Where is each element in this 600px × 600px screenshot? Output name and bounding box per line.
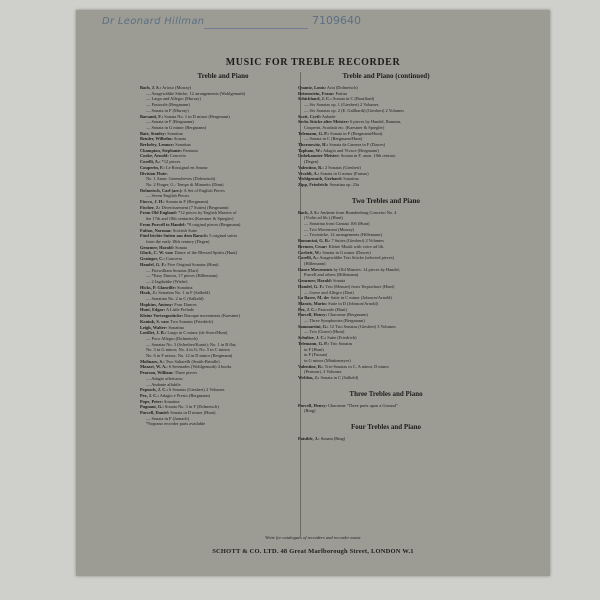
composer-name: La Barre, M. de:	[298, 295, 330, 301]
composer-name: Bach, J. S.:	[140, 85, 162, 90]
composer-name: Unbekannter Meister:	[298, 153, 340, 159]
work-title: Pastorale (Hunt)	[318, 306, 347, 312]
work-title: — Three Symphonies (Bergmann)	[304, 318, 365, 324]
composer-name: Zipp, Friedrich:	[298, 181, 329, 187]
work-title: Adagio and Vivace (Bergmann)	[322, 147, 379, 153]
work-title: Suite in D (Johnson/Arnold)	[328, 300, 379, 306]
work-title: Partita	[335, 90, 347, 96]
work-title: Sonata da Camera in F (Dawes)	[329, 142, 386, 148]
composer-name: Konink, S. van:	[140, 318, 170, 324]
work-title: No. 2 Finger, G.: Tempo di Minuetto (Dinn)	[146, 181, 224, 187]
work-title: — Fitzwilliam Sonatas (Dart)	[146, 267, 199, 273]
work-title: from the early 18th century (Degen)	[146, 238, 210, 244]
work-title: 6 Serenades (Wohlgemuth) 4 books	[168, 364, 232, 370]
catalogue-section	[298, 423, 474, 442]
work-title: Trio-Sonatas in C, A minor, D minor	[324, 363, 389, 369]
composer-name: Fulton, Norman:	[140, 227, 172, 233]
section-heading: Treble and Piano	[197, 72, 249, 80]
composer-name: Sechs Stücke alter Meister:	[298, 119, 350, 125]
work-title: Trio Sonatas	[330, 340, 353, 346]
composer-name: From Purcell to Handel:	[140, 221, 186, 227]
work-title: Three pieces	[174, 370, 198, 376]
work-title: 6 Sonatas (Giesbert) 2 Volumes	[169, 387, 225, 393]
work-title: Aubade	[321, 113, 336, 119]
work-title: Concerto	[169, 153, 187, 159]
work-title: — Poco Allegro (Dolmetsch)	[146, 335, 198, 341]
catalogue-section	[298, 390, 474, 414]
work-title: (Ring)	[304, 408, 316, 414]
composer-name: Pez, J. C.:	[298, 306, 317, 312]
work-title: Fantasia	[183, 147, 198, 153]
work-title: in F (Hunt)	[304, 346, 324, 352]
composer-name: Quantz, Louis:	[298, 85, 327, 90]
right-section-list	[298, 72, 474, 442]
composer-name: Cooke, Arnold:	[140, 153, 169, 159]
work-title: Dance of the Blessed Spirits (Hunt)	[174, 250, 238, 256]
work-title: Chaconne (Bergmann)	[328, 312, 368, 318]
work-title: — Andante affabile	[146, 381, 181, 387]
work-title: (Violin ad lib.) (Hunt)	[304, 215, 343, 221]
work-title: — Sonata in C (Bergmann/Hunt)	[304, 136, 363, 142]
work-title: Suite (Friedrich)	[327, 335, 357, 341]
work-title: Purcell and others (Hillemann)	[304, 272, 359, 278]
composer-name: Pez, J. C.:	[140, 392, 159, 398]
work-title: Sonata No. 3 in F (Dolmetsch)	[164, 404, 219, 410]
work-title: Trio (Menuet) from Terpsichore (Hunt)	[325, 283, 395, 289]
catalogue-entry	[298, 436, 474, 442]
work-title: Couperin, Scarlatti etc. (Kaestner & Spiegler)	[304, 124, 385, 130]
work-title: — Trio (Grave) (Hunt)	[304, 329, 345, 335]
section-heading: Two Trebles and Piano	[351, 196, 421, 205]
work-title: Sonata in D minor (Hunt)	[170, 410, 216, 416]
composer-name: Bononcini, G. B.:	[298, 238, 331, 244]
work-title: 7 Suites (Giesbert) 2 Volumes	[331, 238, 384, 244]
work-title: Two Saltarelli (Smith-Brindle)	[165, 358, 220, 364]
composer-name: Pugnani, G.:	[140, 404, 164, 410]
composer-name: Purcell, Daniel:	[140, 410, 170, 416]
composer-name: Division Flute:	[140, 170, 168, 176]
composer-name: Paisible, J.:	[298, 436, 320, 442]
work-title: Le Rossignol en Amour	[165, 164, 208, 170]
work-title: Sonata in F (Bergmann/Hunt)	[330, 130, 383, 136]
work-title: Sonatina	[177, 284, 193, 290]
work-title: by Old Masters: 14 pieces by Handel,	[333, 266, 400, 272]
catalogue-entry	[298, 375, 474, 381]
catalogue-section	[298, 72, 474, 188]
composer-name: Pope, Peter:	[140, 398, 163, 404]
composer-name: Genzmer, Harald:	[140, 244, 174, 250]
left-entry-list	[140, 85, 306, 427]
work-title: — Adagio affettuoso	[146, 375, 183, 381]
work-title: *12 pieces	[161, 159, 181, 165]
handwritten-name: Dr Leonard Hillman	[102, 16, 205, 27]
footer-note: Write for catalogues of recorders and recorder music	[265, 535, 361, 540]
work-title: No. 6 in F minor; No. 12 in D minor (Bergmann)	[146, 353, 233, 359]
section-heading: Four Trebles and Piano	[350, 423, 422, 432]
work-title: — Largo and Allegro (Murray)	[146, 96, 201, 102]
work-title: — Sonatina No. 2 in C (Salkeld)	[146, 296, 204, 302]
work-title: Sonatina	[175, 142, 191, 148]
composer-name: Fiocco, J. H.:	[140, 199, 165, 205]
composer-name: Bach, J. S.:	[298, 209, 320, 215]
composer-name: Hook, J.:	[140, 290, 158, 296]
work-title: Four Dances	[174, 301, 197, 307]
section-heading: Treble and Piano (continued)	[342, 72, 430, 80]
work-title: Chaconne "Three parts upon a Ground"	[328, 402, 398, 408]
catalogue-section	[298, 197, 474, 381]
work-title: Sonata (Ring)	[320, 436, 346, 442]
composer-name: Dance Movements	[298, 266, 333, 272]
work-title: Sonatina No. 1 in F (Salkeld)	[158, 290, 210, 296]
composer-name: Grainger, C.:	[140, 256, 165, 262]
work-title: Divertissement (7 Suites) (Bergmann)	[161, 204, 229, 210]
work-title: Sonata in F, anon. 18th century	[340, 153, 396, 159]
handwritten-underline	[204, 28, 308, 29]
work-title: Sonatina	[343, 176, 359, 182]
catalogue-entry	[298, 182, 474, 188]
work-title: — Ausgewählte Stücke, 12 arrangements (Wohlgemuth)	[146, 90, 246, 96]
work-title: Sonata in C (Salkeld)	[320, 375, 359, 381]
work-title: Adagio e Presto (Bergmann)	[159, 392, 211, 398]
work-title: Suite in C minor (Johnson/Arnold)	[330, 295, 392, 301]
work-title: Baroque movements (Kaestner)	[184, 313, 241, 319]
composer-name: Thornowitz, H.:	[298, 142, 329, 148]
work-title: 6 pieces by Handel, Rameau,	[350, 119, 402, 125]
composer-name: Wohlgemuth, Gerhard:	[298, 176, 343, 182]
composer-name: Corbett, W.:	[298, 249, 322, 255]
work-title: Andante from Brandenburg Concerto No. 4	[319, 209, 397, 215]
composer-name: Berkeley, Lennox:	[140, 142, 175, 148]
composer-name: Purcell, Henry:	[298, 402, 327, 408]
work-title: Sonatina	[167, 130, 183, 136]
composer-name: Kleine Vortragsstücke:	[140, 313, 184, 319]
right-column	[298, 72, 474, 442]
composer-name: Valentino, R.:	[298, 164, 324, 170]
section-heading: Three Trebles and Piano	[349, 389, 423, 398]
work-title: Sonatina	[164, 398, 180, 404]
work-title: Concerto	[165, 256, 183, 262]
work-title: *8 original pieces (Bergmann)	[186, 221, 241, 227]
work-title: — Sonata in F (Jarnach)	[146, 415, 189, 421]
composer-name: From Old England:	[140, 210, 178, 216]
composer-name: Bremen, Cesar:	[298, 243, 328, 249]
work-title: Scottish Suite	[172, 227, 198, 233]
work-title: — Triostücke, 12 arrangements (Hillemann)	[304, 232, 382, 238]
composer-name: Schultze, J. C.:	[298, 335, 327, 341]
work-title: Largo in C minor (de Swert/Hunt)	[167, 330, 228, 336]
composer-name: Reizenstein, Franz:	[298, 90, 335, 96]
work-title: Sonata in F (Bergmann)	[165, 199, 209, 205]
work-title: — Sonata in F (Murray)	[146, 107, 189, 113]
composer-name: Topham, W.:	[298, 147, 323, 153]
composer-name: Pepusch, J. C.:	[140, 387, 168, 393]
work-title: Sonata in G minor (Dawes)	[322, 249, 371, 255]
catalogue-entry	[140, 421, 306, 427]
composer-name: Marais, Marin:	[298, 300, 328, 306]
work-title: Sonata	[333, 278, 346, 284]
composer-name: Loeillet, J. B.:	[140, 330, 167, 336]
work-title: — Pastorale (Bergmann)	[146, 102, 190, 108]
composer-name: Genzmer, Harald:	[298, 278, 332, 284]
work-title: Sonata	[173, 136, 186, 142]
publisher-line: SCHOTT & CO. LTD. 48 Great Marlborough Street, LONDON W.1	[212, 548, 414, 555]
work-title: (Pearson), 3 Volumes	[304, 369, 342, 375]
catalogue-sheet	[76, 10, 550, 576]
composer-name: Leigh, Walter:	[140, 324, 168, 330]
work-title: Sonata in G minor (Furnas)	[320, 170, 369, 176]
work-title: — Grave and Allegro (Dart)	[304, 289, 354, 295]
work-title: Sonata in C (Bouillard)	[332, 96, 375, 102]
work-title: (Degen)	[304, 159, 319, 165]
composer-name: Bate, Stanley:	[140, 130, 167, 136]
work-title: Sonata No. 1 in D minor (Bergmann)	[164, 113, 230, 119]
work-title: — Sonata in G minor (Bergmann)	[146, 124, 207, 130]
composer-name: Gluck, C. W. von:	[140, 250, 174, 256]
work-title: Sonata	[175, 244, 188, 250]
work-title: *Soprano recorder parts available	[146, 421, 206, 427]
work-title: A Little Prelude	[166, 307, 195, 313]
work-title: (Hillemann)	[304, 260, 326, 266]
composer-name: Dolmetsch, Carl (arr.):	[140, 187, 183, 193]
work-title: the 17th and 18th centuries (Kaestner & Spiegler)	[146, 216, 234, 222]
left-column	[140, 72, 306, 427]
composer-name: Sammartini, G.:	[298, 323, 329, 329]
work-title: — Sonatina from Cantata 106 (Hunt)	[304, 221, 370, 227]
composer-name: Handel, G. F.:	[140, 261, 167, 267]
composer-name: Bender, Wilhelm:	[140, 136, 173, 142]
composer-name: Champion, Stephanie:	[140, 147, 182, 153]
work-title: 2 Sonatas (Giesbert)	[324, 164, 361, 170]
composer-name: Telemann, G. P.:	[298, 340, 330, 346]
work-title: — Six Sonatas op. 2 (E. Gallhardt) (Giesbert) 2 Volumes	[304, 107, 404, 113]
work-title: Aria (Dolmetsch)	[326, 85, 358, 90]
composer-name: Weldon, J.:	[298, 375, 320, 381]
work-title: No. 3 in G minor; No. 4 in G; No. 5 in C minor;	[146, 347, 231, 353]
composer-name: Handel, G. F.:	[298, 283, 325, 289]
work-title: Arioso (Murray)	[161, 85, 192, 90]
work-title: No. 1 Anon: Greensleeves (Dolmetsch)	[146, 176, 216, 182]
work-title: Sonatina	[168, 324, 184, 330]
work-title: Two Sonatas (Friedrich)	[170, 318, 213, 324]
composer-name: Barsanti, F.:	[140, 113, 164, 119]
work-title: in F (Fussan)	[304, 352, 328, 358]
composer-name: Hunt, Edgar:	[140, 307, 166, 313]
work-title: — Six Sonatas op. 1 (Giesbert) 2 Volumes	[304, 102, 379, 108]
composer-name: Hicks, P. Glanville:	[140, 284, 176, 290]
page-title: MUSIC FOR TREBLE RECORDER	[225, 57, 401, 68]
composer-name: Purcell, Henry:	[298, 312, 327, 318]
composer-name: Telemann, G. P.:	[298, 130, 330, 136]
composer-name: Fischer, J.:	[140, 204, 161, 210]
work-title: A Set of English Pieces	[183, 187, 225, 193]
work-title: Ausgewählte Trio Stücke (selected pieces)	[319, 255, 395, 261]
work-title: Five Original Sonatas (Hunt)	[167, 261, 219, 267]
work-title: — Sonata in F (Bergmann)	[146, 119, 194, 125]
work-title: — Sonatas No. 3 (Scherber/Kuntz); No. 1 in B flat;	[146, 341, 237, 347]
composer-name: Vivaldi, A.:	[298, 170, 320, 176]
work-title: in G minor (Mönkemeyer)	[304, 357, 351, 363]
catalog-number: 7109640	[312, 14, 361, 27]
composer-name: Scott, Cyril:	[298, 113, 321, 119]
composer-name: Corelli, A.:	[298, 255, 319, 261]
composer-name: Pearson, William:	[140, 370, 174, 376]
composer-name: Schickhard, J. C.:	[298, 96, 332, 102]
work-title: 12 Trio Sonatas (Giesbert) 3 Volumes	[329, 323, 396, 329]
catalogue-entry	[298, 408, 474, 414]
work-title: *12 pieces by English Masters of	[178, 210, 237, 216]
work-title: — 2 Jagdstüke (Wiehe)	[146, 278, 188, 284]
composer-name: Couperin, F.:	[140, 164, 165, 170]
work-title: Kleine Musik with voice ad lib.	[328, 243, 385, 249]
work-title: — Trio Movement (Murray)	[304, 226, 355, 232]
composer-name: Mozart, W. A.:	[140, 364, 168, 370]
composer-name: Molinaro, S.:	[140, 358, 165, 364]
work-title: 5 original suites	[209, 233, 238, 239]
work-title: Sonatina op. 23a	[329, 181, 359, 187]
composer-name: Fünf leichte Suiten aus dem Barock:	[140, 233, 209, 239]
composer-name: Hopkins, Antony:	[140, 301, 174, 307]
work-title: — *Easy Dances, 17 pieces (Hillemann)	[146, 273, 218, 279]
composer-name: Corelli, A.:	[140, 159, 161, 165]
composer-name: Valentine, R.:	[298, 363, 324, 369]
work-title: — Seven English Pieces	[146, 193, 190, 199]
